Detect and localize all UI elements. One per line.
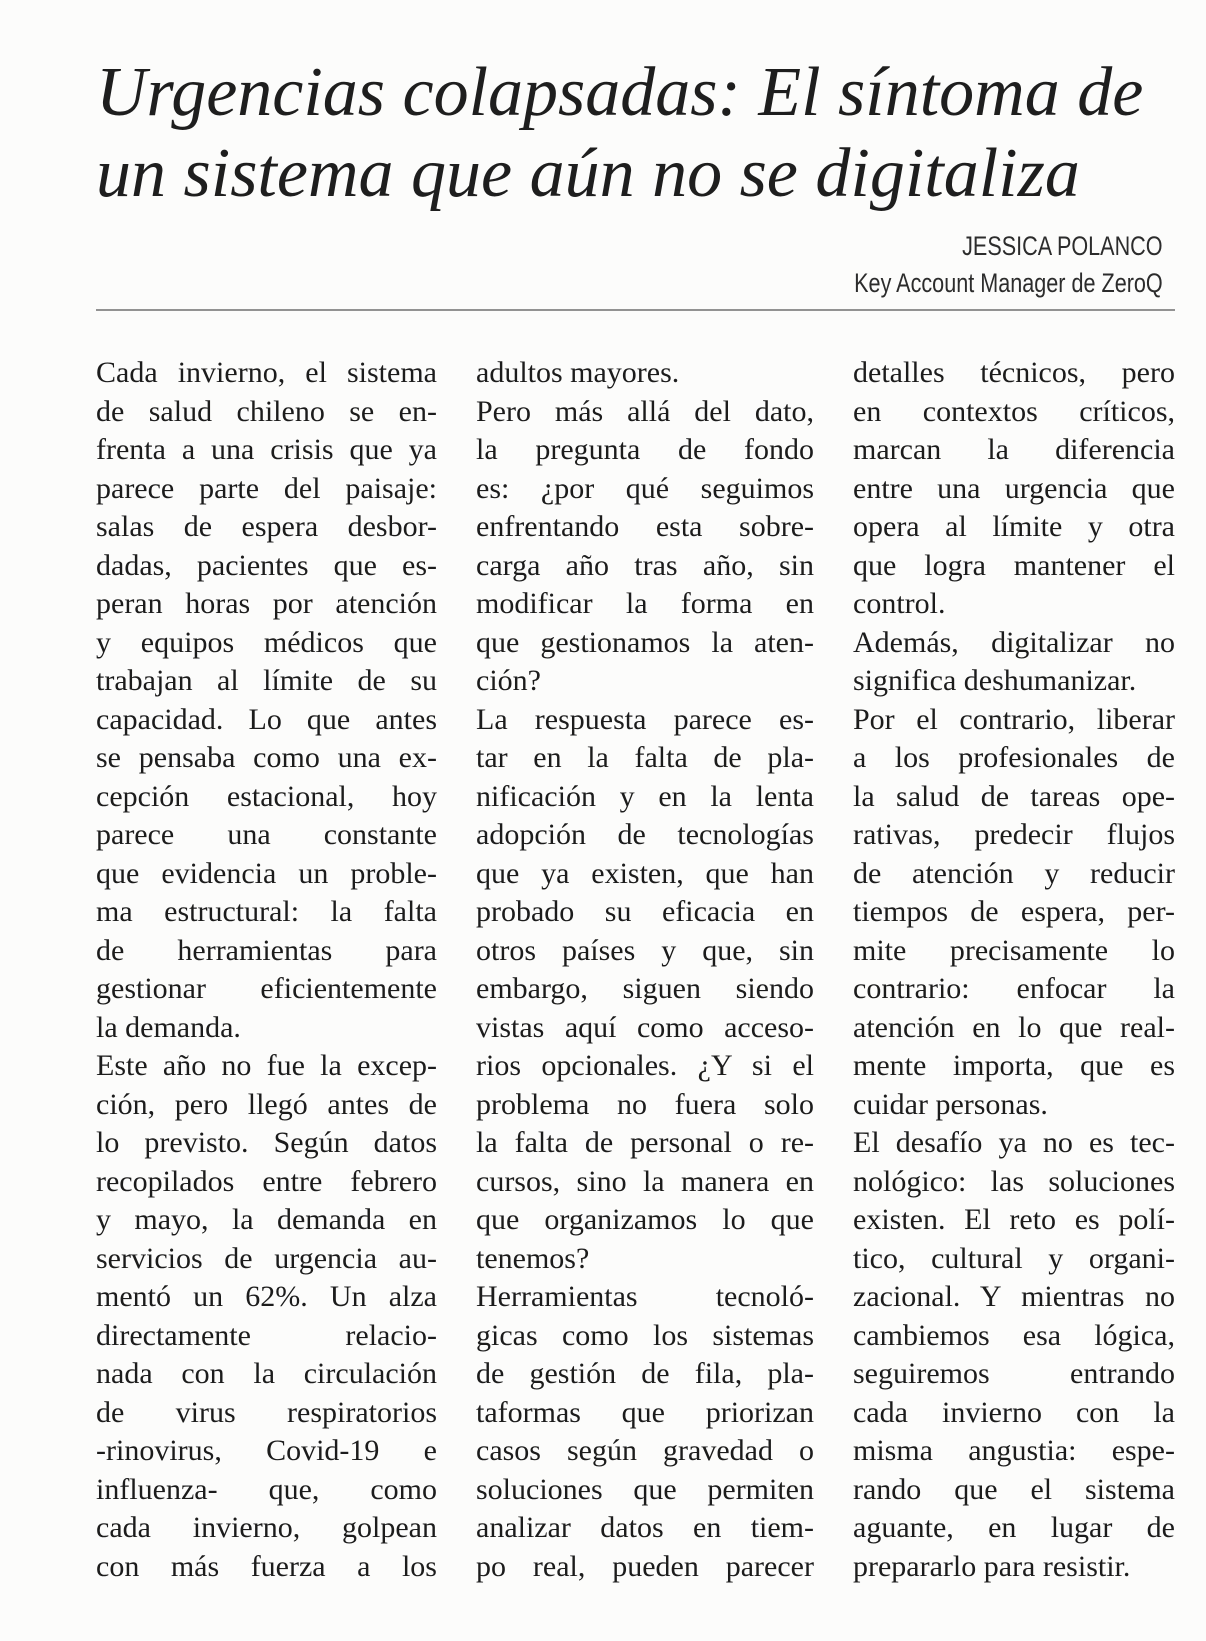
text-line: ción? [476,664,541,697]
text-line: Este año no fue la excep- [96,1049,437,1082]
byline [777,228,1163,302]
paragraph [853,701,1175,1125]
text-line: gicas como los sistemas [476,1318,814,1352]
text-line: mite precisamente lo [853,933,1175,967]
column-3 [853,354,1175,1586]
text-line: la demanda. [96,1010,241,1044]
text-line: vistas aquí como acceso- [476,1010,814,1044]
text-line: a los profesionales de [853,741,1175,774]
text-line: soluciones que permiten [476,1472,814,1506]
article-title [96,52,1143,214]
text-line: aguante, en lugar de [853,1511,1175,1544]
text-line: marcan la diferencia [853,433,1175,466]
text-line: embargo, siguen siendo [476,972,814,1005]
text-line: control. [853,587,946,620]
text-line: prepararlo para resistir. [853,1549,1131,1583]
paragraph [476,354,814,393]
text-line: Por el contrario, liberar [853,702,1175,736]
text-line: existen. El reto es polí- [853,1203,1175,1236]
text-line: y equipos médicos que [96,625,437,659]
text-line: parece parte del paisaje: [96,471,437,505]
divider [96,309,1175,311]
text-line: gestionar eficientemente [96,972,437,1005]
text-line: peran horas por atención [96,587,437,620]
text-line: zacional. Y mientras no [853,1280,1175,1313]
text-line: que logra mantener el [853,548,1175,582]
text-line: otros países y que, sin [476,933,814,967]
text-line: dadas, pacientes que es- [96,548,437,582]
text-line: tico, cultural y organi- [853,1241,1175,1275]
text-line: carga año tras año, sin [476,548,814,582]
text-line: cursos, sino la manera en [476,1164,814,1198]
text-line: modificar la forma en [476,587,814,620]
text-line: probado su eficacia en [476,895,814,928]
text-line: nificación y en la lenta [476,779,814,813]
text-line: mente importa, que es [853,1049,1175,1082]
text-line: po real, pueden parecer [476,1549,814,1583]
text-line: parece una constante [96,818,437,851]
text-line: nológico: las soluciones [853,1164,1175,1198]
title-line: un sistema que aún no se digitaliza [96,135,1080,212]
text-line: con más fuerza a los [96,1549,437,1583]
paragraph [476,701,814,1279]
text-line: cada invierno, golpean [96,1511,437,1544]
text-line: que organizamos lo que [476,1203,814,1236]
text-line: cambiemos esa lógica, [853,1318,1175,1352]
text-line: frenta a una crisis que ya [96,433,437,466]
text-line: en contextos críticos, [853,394,1175,428]
paragraph [853,624,1175,701]
text-line: El desafío ya no es tec- [853,1126,1175,1159]
text-line: mentó un 62%. Un alza [96,1280,437,1313]
text-line: servicios de urgencia au- [96,1241,437,1275]
text-line: taformas que priorizan [476,1395,814,1429]
text-line: ma estructural: la falta [96,895,437,928]
text-line: influenza- que, como [96,1472,437,1506]
text-line: cada invierno con la [853,1395,1175,1429]
text-line: -rinovirus, Covid-19 e [96,1434,437,1467]
text-line: lo previsto. Según datos [96,1126,437,1159]
text-line: que evidencia un proble- [96,856,437,890]
text-line: adopción de tecnologías [476,818,814,851]
column-2 [476,354,814,1586]
text-line: analizar datos en tiem- [476,1511,814,1544]
text-line: capacidad. Lo que antes [96,702,437,736]
text-line: recopilados entre febrero [96,1164,437,1198]
text-line: adultos mayores. [476,356,680,389]
text-line: contrario: enfocar la [853,972,1175,1005]
text-line: es: ¿por qué seguimos [476,471,814,505]
author-name: JESSICA POLANCO [962,231,1163,261]
text-line: la falta de personal o re- [476,1126,814,1159]
text-line: entre una urgencia que [853,471,1175,505]
text-line: significa deshumanizar. [853,664,1137,697]
author-role: Key Account Manager de ZeroQ [854,268,1163,298]
paragraph [96,1047,437,1586]
text-line: y mayo, la demanda en [96,1203,437,1236]
text-line: detalles técnicos, pero [853,356,1175,389]
author-name-row [777,228,1163,265]
text-line: nada con la circulación [96,1357,437,1390]
paragraph [853,354,1175,624]
text-line: la salud de tareas ope- [853,779,1175,813]
text-line: opera al límite y otra [853,510,1175,543]
text-line: rativas, predecir flujos [853,818,1175,851]
text-line: casos según gravedad o [476,1434,814,1467]
text-line: salas de espera desbor- [96,510,437,543]
text-line: trabajan al límite de su [96,664,437,697]
text-line: de gestión de fila, pla- [476,1357,814,1390]
paragraph [96,354,437,1047]
text-line: atención en lo que real- [853,1010,1175,1044]
text-line: la pregunta de fondo [476,433,814,466]
text-line: problema no fuera solo [476,1087,814,1121]
paragraph [476,1278,814,1586]
text-line: tar en la falta de pla- [476,741,814,774]
text-line: rios opcionales. ¿Y si el [476,1049,814,1082]
text-line: Herramientas tecnoló- [476,1280,814,1313]
text-line: cepción estacional, hoy [96,779,437,813]
text-line: se pensaba como una ex- [96,741,437,774]
text-line: Cada invierno, el sistema [96,356,437,389]
text-line: La respuesta parece es- [476,702,814,736]
text-line: que ya existen, que han [476,856,814,890]
text-line: cuidar personas. [853,1087,1048,1121]
text-line: de atención y reducir [853,856,1175,890]
text-line: Además, digitalizar no [853,625,1175,659]
text-line: seguiremos entrando [853,1357,1175,1390]
text-line: de virus respiratorios [96,1395,437,1429]
text-line: ción, pero llegó antes de [96,1087,437,1121]
text-line: rando que el sistema [853,1472,1175,1506]
paragraph [853,1124,1175,1586]
text-line: de salud chileno se en- [96,394,437,428]
text-line: enfrentando esta sobre- [476,510,814,543]
paragraph [476,393,814,701]
author-role-row [777,265,1163,302]
text-line: Pero más allá del dato, [476,394,814,428]
text-line: tenemos? [476,1241,590,1275]
text-line: que gestionamos la aten- [476,625,814,659]
title-line: Urgencias colapsadas: El síntoma de [96,54,1144,131]
text-line: tiempos de espera, per- [853,895,1175,928]
text-line: de herramientas para [96,933,437,967]
column-1 [96,354,437,1586]
text-line: directamente relacio- [96,1318,437,1352]
text-line: misma angustia: espe- [853,1434,1175,1467]
